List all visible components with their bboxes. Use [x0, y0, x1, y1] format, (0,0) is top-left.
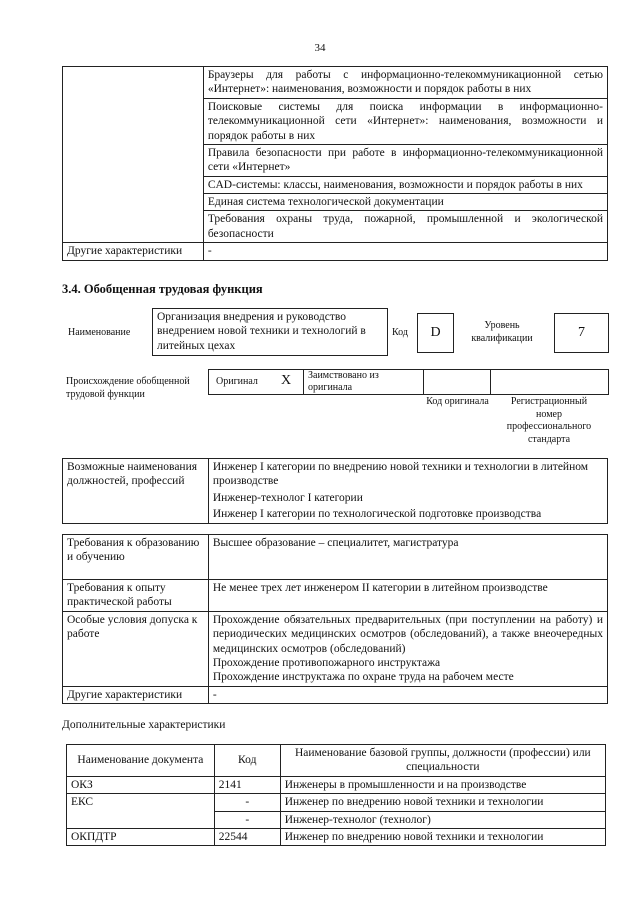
origin-label: Происхождение обобщенной трудовой функции: [66, 376, 190, 400]
page-number: 34: [314, 42, 326, 54]
additional-table: [66, 744, 606, 846]
education-value: Высшее образование – специалитет, магистратура: [208, 535, 607, 580]
cell-name: Инженер-технолог (технолог): [280, 811, 605, 828]
table-row: [67, 776, 606, 793]
cell-name: Инженеры в промышленности и на производстве: [280, 776, 605, 793]
other-characteristics-label: Другие характеристики: [63, 686, 209, 703]
level-label: Уровень квалификации: [471, 320, 533, 344]
condition-item: Прохождение обязательных предварительных (при поступлении на работу) и периодических медицинских осмотров (обследований), а также внеочередных медицинских осмотров (обследований): [212, 613, 603, 655]
knowledge-table: [62, 66, 608, 261]
table-row: [63, 67, 608, 99]
other-characteristics-value: -: [208, 686, 607, 703]
name-label: Наименование: [68, 327, 131, 338]
cell-name: Инженер по внедрению новой техники и технологии: [280, 828, 605, 845]
borrowed-label: Заимствовано из оригинала: [308, 370, 379, 393]
position-item: Инженер I категории по внедрению новой техники и технологии в литейном производстве: [212, 461, 589, 488]
table-row: [67, 794, 606, 811]
position-item: Инженер-технолог I категории: [212, 491, 363, 504]
list-item: Единая система технологической документации: [203, 194, 607, 211]
conditions-label: Особые условия допуска к работе: [63, 611, 209, 686]
table-row: [63, 580, 608, 612]
table-cell-empty: [63, 67, 204, 243]
list-item: Браузеры для работы с информационно-телекоммуникационной сетью «Интернет»: наименования, возможности и порядок работы в них: [203, 67, 607, 99]
positions-table: [62, 458, 608, 524]
header-code: Код: [214, 745, 280, 777]
table-row: [63, 611, 608, 686]
table-row: [63, 243, 608, 260]
list-item: Поисковые системы для поиска информации в информационно-телекоммуникационной сети «Интернет»: наименования, возможности и порядок работы в них: [203, 98, 607, 144]
list-item: CAD-системы: классы, наименования, возможности и порядок работы в них: [203, 176, 607, 193]
education-label: Требования к образованию и обучению: [63, 535, 209, 580]
conditions-values: [208, 611, 607, 686]
section-title: 3.4. Обобщенная трудовая функция: [62, 282, 263, 296]
table-row: [67, 828, 606, 845]
condition-item: Прохождение противопожарного инструктажа: [212, 656, 441, 669]
table-row: [63, 686, 608, 703]
original-mark: X: [280, 373, 292, 388]
table-row: [63, 459, 608, 524]
reg-number-label: Регистрационный номер профессионального стандарта: [506, 396, 592, 445]
header-document: Наименование документа: [67, 745, 215, 777]
cell-code: -: [214, 811, 280, 828]
code-original-label: Код оригинала: [426, 396, 489, 407]
additional-title: Дополнительные характеристики: [62, 719, 226, 731]
position-item: Инженер I категории по технологической подготовке производства: [212, 508, 542, 521]
cell-code: 22544: [214, 828, 280, 845]
original-label: Оригинал: [216, 376, 258, 387]
table-header-row: [67, 745, 606, 777]
list-item: Требования охраны труда, пожарной, промышленной и экологической безопасности: [203, 211, 607, 243]
positions-label: Возможные наименования должностей, профессий: [63, 459, 209, 524]
condition-item: Прохождение инструктажа по охране труда на рабочем месте: [212, 671, 514, 684]
origin-divider-1: [303, 369, 304, 394]
code-value: D: [417, 313, 454, 353]
experience-label: Требования к опыту практической работы: [63, 580, 209, 612]
table-row: [63, 535, 608, 580]
cell-document: ОКЗ: [67, 776, 215, 793]
origin-divider-3: [490, 369, 491, 394]
positions-values: [208, 459, 607, 524]
cell-name: Инженер по внедрению новой техники и технологии: [280, 794, 605, 811]
code-label: Код: [392, 327, 408, 338]
level-value: 7: [554, 313, 609, 353]
cell-document: ЕКС: [67, 794, 215, 829]
experience-value: Не менее трех лет инженером II категории в литейном производстве: [208, 580, 607, 612]
cell-code: 2141: [214, 776, 280, 793]
other-characteristics-label: Другие характеристики: [63, 243, 204, 260]
name-value: Организация внедрения и руководство внедрением новой техники и технологий в литейных цехах: [152, 308, 388, 356]
header-name: Наименование базовой группы, должности (профессии) или специальности: [280, 745, 605, 777]
list-item: Правила безопасности при работе в информационно-телекоммуникационной сети «Интернет»: [203, 144, 607, 176]
other-characteristics-value: -: [203, 243, 607, 260]
requirements-table: [62, 534, 608, 704]
cell-code: -: [214, 794, 280, 811]
cell-document: ОКПДТР: [67, 828, 215, 845]
origin-divider-2: [423, 369, 424, 394]
